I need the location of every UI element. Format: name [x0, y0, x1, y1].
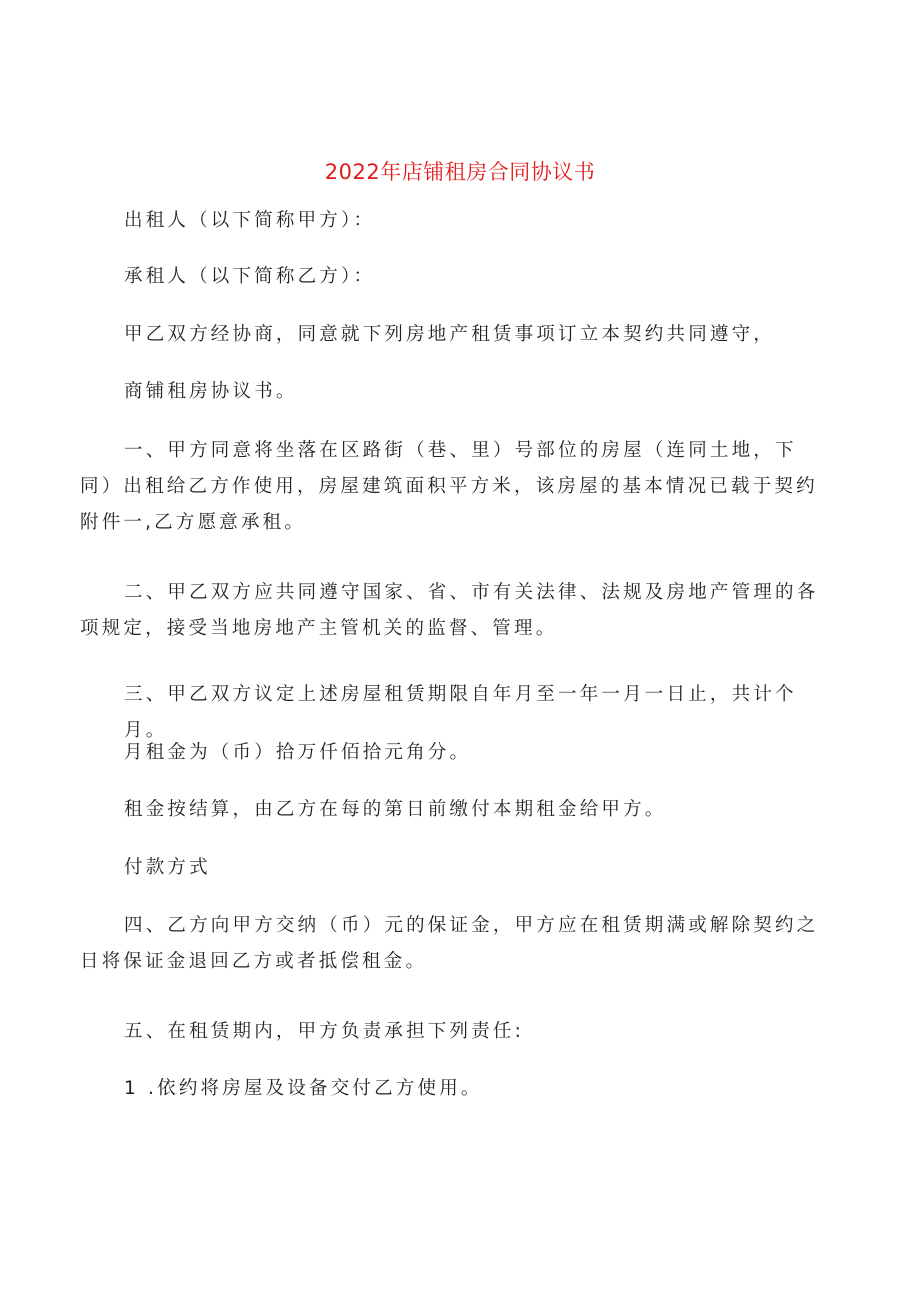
monthly-rent: 月租金为（币）拾万仟佰拾元角分。	[124, 742, 472, 763]
clause-five: 五、在租赁期内，甲方负责承担下列责任:	[124, 1021, 525, 1042]
clause-five-item-one: 1 .依约将房屋及设备交付乙方使用。	[124, 1078, 483, 1099]
payment-method: 付款方式	[124, 857, 211, 878]
document-title: 2022年店铺租房合同协议书	[324, 160, 596, 184]
clause-two: 二、甲乙双方应共同遵守国家、省、市有关法律、法规及房地产管理的各项规定，接受当地房地产主管机关的监督、管理。	[80, 582, 819, 639]
paragraph-lessee: 承租人（以下简称乙方）：	[124, 266, 376, 287]
paragraph-shop-lease: 商铺租房协议书。	[124, 381, 298, 402]
clause-one: 一、甲方同意将坐落在区路街（巷、里）号部位的房屋（连同土地，下同）出租给乙方作使用，房屋建筑面积平方米，该房屋的基本情况已载于契约附件一,乙方愿意承租。	[80, 440, 818, 533]
paragraph-agreement: 甲乙双方经协商，同意就下列房地产租赁事项订立本契约共同遵守，	[124, 324, 776, 345]
paragraph-lessor: 出租人（以下简称甲方）：	[124, 210, 376, 231]
clause-three: 三、甲乙双方议定上述房屋租赁期限自年月至一年一月一日止，共计个月。	[124, 684, 797, 741]
rent-settlement: 租金按结算，由乙方在每的第日前缴付本期租金给甲方。	[124, 799, 667, 820]
clause-four: 四、乙方向甲方交纳（币）元的保证金，甲方应在租赁期满或解除契约之日将保证金退回乙方或者抵偿租金。	[80, 915, 819, 972]
